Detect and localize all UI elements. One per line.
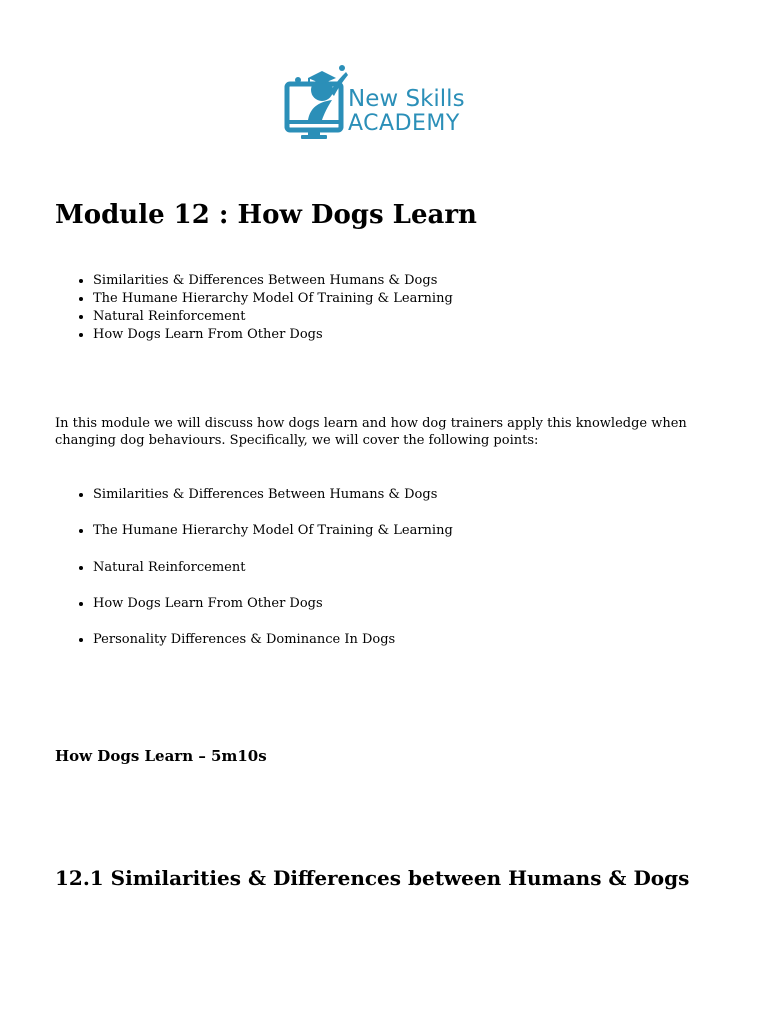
list-item: • Personality Differences & Dominance In Dogs — [93, 631, 453, 649]
list-item: • Natural Reinforcement — [93, 559, 453, 577]
list-item: • Similarities & Differences Between Humans & Dogs — [93, 486, 453, 504]
page-title: Module 12 : How Dogs Learn — [55, 200, 477, 230]
list-item: • The Humane Hierarchy Model Of Training & Learning — [93, 290, 453, 308]
list-item: • How Dogs Learn From Other Dogs — [93, 326, 453, 344]
detail-list — [55, 486, 453, 667]
list-item: • How Dogs Learn From Other Dogs — [93, 595, 453, 613]
logo-text — [348, 88, 465, 135]
logo-line-2: ACADEMY — [348, 111, 460, 136]
brand-logo — [284, 62, 484, 142]
logo-line-1: New Skills — [348, 86, 465, 112]
video-label: How Dogs Learn – 5m10s — [55, 747, 267, 765]
list-item: • The Humane Hierarchy Model Of Training & Learning — [93, 522, 453, 540]
list-item: • Natural Reinforcement — [93, 308, 453, 326]
intro-paragraph: In this module we will discuss how dogs learn and how dog trainers apply this knowledge when changing dog behaviours. Specifically, we will cover the following points: — [55, 416, 687, 448]
graduate-monitor-icon — [284, 62, 350, 142]
section-title: 12.1 Similarities & Differences between Humans & Dogs — [55, 866, 690, 890]
summary-list — [55, 272, 453, 344]
list-item: • Similarities & Differences Between Humans & Dogs — [93, 272, 453, 290]
